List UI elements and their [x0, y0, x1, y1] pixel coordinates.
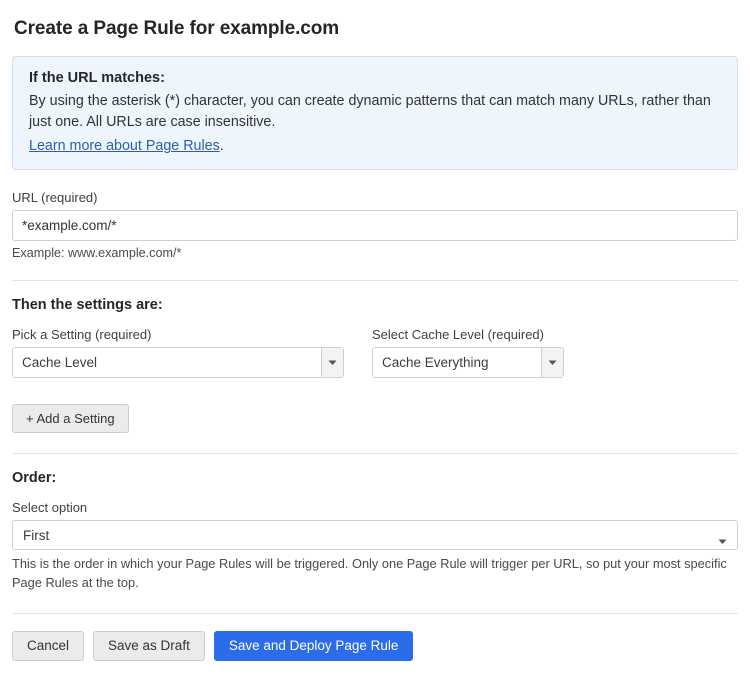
form-footer [12, 631, 738, 661]
pick-setting-value: Cache Level [22, 355, 98, 371]
pick-setting-column [12, 327, 372, 378]
page-title: Create a Page Rule for example.com [14, 18, 340, 39]
divider-footer [12, 613, 738, 614]
pick-setting-label: Pick a Setting (required) [12, 327, 152, 343]
chevron-down-icon[interactable] [321, 348, 343, 377]
order-section-title: Order: [12, 470, 57, 487]
save-as-draft-button[interactable]: Save as Draft [93, 631, 205, 661]
divider-order [12, 453, 738, 454]
cache-level-select-wrap [372, 347, 564, 378]
order-select-value: First [23, 527, 50, 543]
pick-setting-select-wrap [12, 347, 344, 378]
add-setting-button[interactable]: + Add a Setting [12, 404, 129, 433]
cache-level-column [372, 327, 702, 378]
learn-more-page-rules-link[interactable]: Learn more about Page Rules [29, 138, 220, 155]
chevron-down-icon[interactable] [541, 348, 563, 377]
settings-row [12, 327, 738, 378]
info-box-heading: If the URL matches: [29, 70, 165, 86]
chevron-down-icon[interactable] [718, 533, 727, 548]
cache-level-select[interactable] [372, 347, 564, 378]
cache-level-value: Cache Everything [382, 355, 489, 371]
divider-settings [12, 280, 738, 281]
save-and-deploy-button[interactable]: Save and Deploy Page Rule [214, 631, 414, 661]
order-select[interactable] [12, 520, 738, 550]
url-match-info-box [12, 56, 738, 170]
cancel-button[interactable]: Cancel [12, 631, 84, 661]
pick-setting-select[interactable] [12, 347, 344, 378]
order-hint: This is the order in which your Page Rules will be triggered. Only one Page Rule will trigger per URL, so put your most specific Page Rules at the top. [12, 556, 727, 590]
cache-level-label: Select Cache Level (required) [372, 327, 544, 343]
url-field-hint: Example: www.example.com/* [12, 246, 182, 261]
settings-section-title: Then the settings are: [12, 297, 163, 314]
url-field-label: URL (required) [12, 190, 98, 206]
info-link-period: . [219, 138, 224, 155]
info-box-body: By using the asterisk (*) character, you can create dynamic patterns that can match many URLs, rather than just one. All URLs are case insensitive. [29, 93, 711, 130]
url-input[interactable] [12, 210, 738, 241]
order-select-label: Select option [12, 500, 88, 516]
